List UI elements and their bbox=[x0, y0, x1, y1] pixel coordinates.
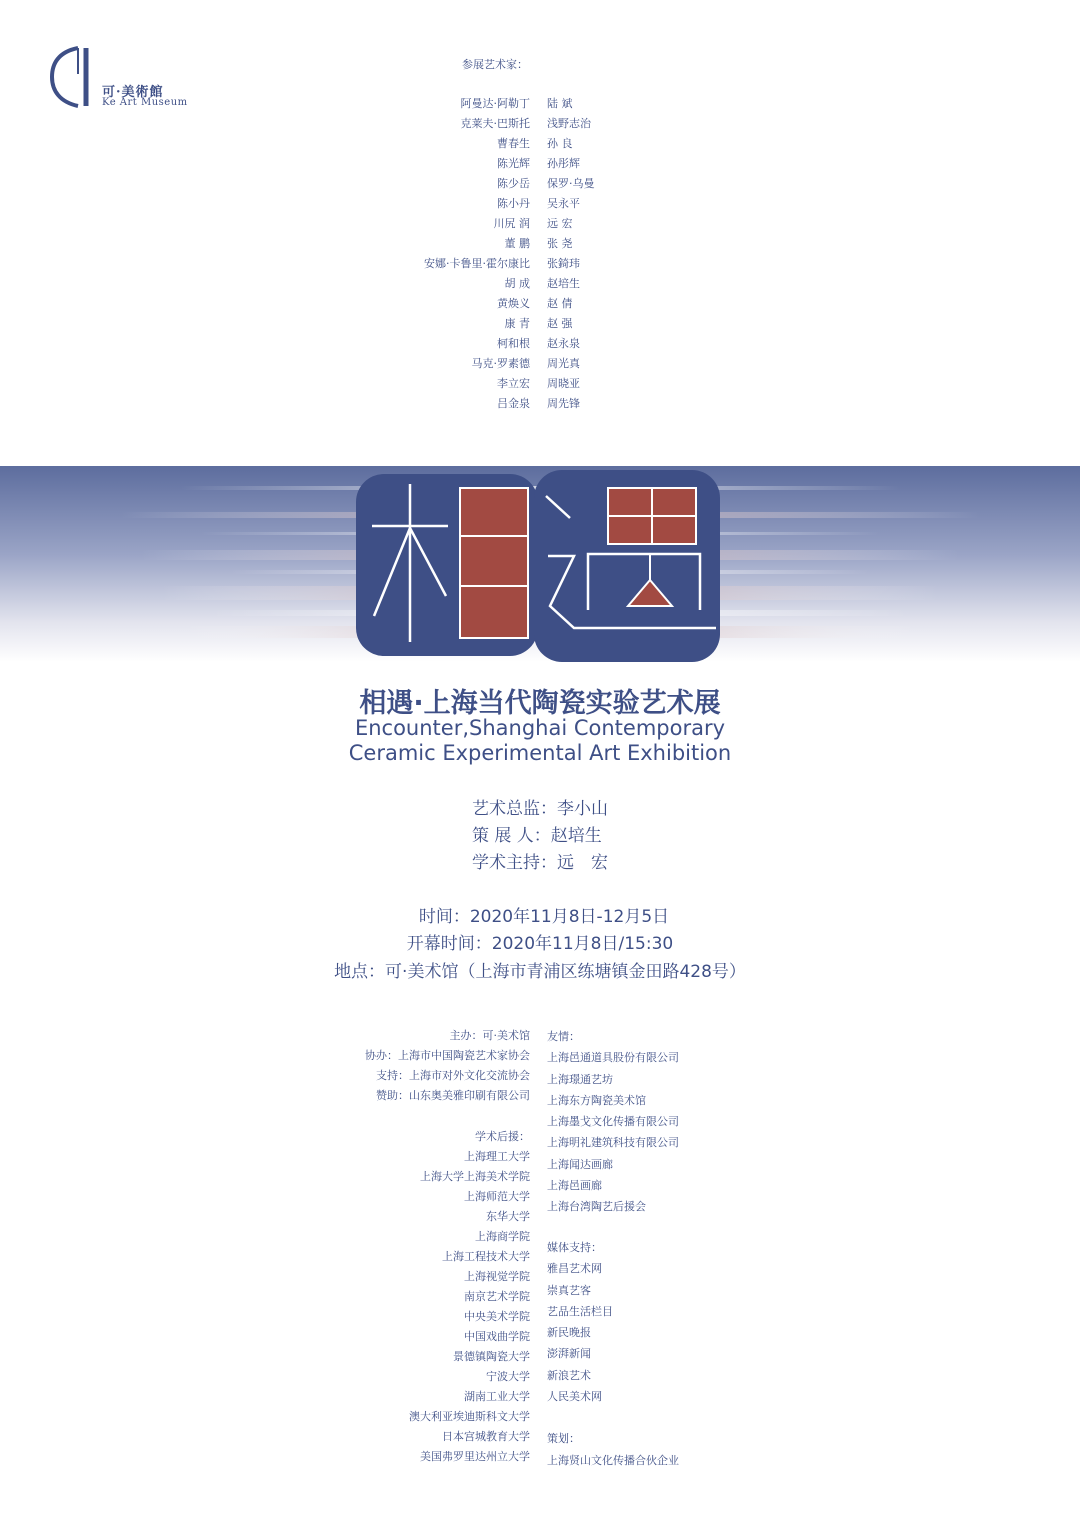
planning-item: 上海贤山文化传播合伙企业 bbox=[547, 1454, 679, 1467]
friends-item: 上海邑通道具股份有限公司 bbox=[547, 1051, 679, 1065]
artist-name: 康 青 bbox=[504, 317, 530, 330]
artists-right-column bbox=[547, 94, 595, 414]
academic-support-item: 上海大学上海美术学院 bbox=[420, 1170, 530, 1183]
media-support-item: 新浪艺术 bbox=[547, 1368, 591, 1382]
academic-support-item: 湖南工业大学 bbox=[464, 1390, 530, 1403]
artist-name: 张 尧 bbox=[547, 237, 573, 250]
artist-name: 远 宏 bbox=[547, 217, 573, 230]
academic-support-item: 上海师范大学 bbox=[464, 1190, 530, 1203]
banner-graphic bbox=[0, 466, 1080, 662]
artists-heading: 参展艺术家： bbox=[462, 58, 528, 71]
friends-item: 上海璟通艺坊 bbox=[547, 1072, 613, 1086]
artist-name: 赵 强 bbox=[547, 317, 573, 330]
artist-name: 周光真 bbox=[547, 357, 580, 370]
academic-support-heading: 学术后援： bbox=[475, 1130, 530, 1143]
artist-name: 吴永平 bbox=[547, 197, 580, 210]
friends-item: 上海墨戈文化传播有限公司 bbox=[547, 1115, 679, 1129]
organizer-item: 主办：可·美术馆 bbox=[449, 1029, 530, 1042]
artist-name: 曹春生 bbox=[497, 137, 530, 150]
artist-name: 孙 良 bbox=[547, 137, 573, 150]
credit-academic-host: 学术主持：远 宏 bbox=[472, 853, 608, 873]
planning-heading: 策划： bbox=[547, 1432, 580, 1445]
media-support-item: 崇真艺客 bbox=[547, 1283, 591, 1297]
media-support-item: 雅昌艺术网 bbox=[547, 1262, 602, 1276]
opening-time: 开幕时间：2020年11月8日/15:30 bbox=[406, 934, 674, 954]
academic-support-item: 中央美术学院 bbox=[464, 1310, 530, 1323]
artist-name: 陈光辉 bbox=[497, 157, 530, 170]
venue-address: 地点：可·美术馆（上海市青浦区练塘镇金田路428号） bbox=[334, 962, 746, 982]
artist-name: 陈少岳 bbox=[497, 177, 530, 190]
exhibition-title-en-line1: Encounter,Shanghai Contemporary bbox=[354, 716, 726, 740]
academic-support-item: 景德镇陶瓷大学 bbox=[453, 1350, 530, 1363]
artist-name: 阿曼达·阿勒丁 bbox=[460, 97, 530, 110]
title-banner bbox=[0, 466, 1080, 662]
friends-item: 上海台湾陶艺后援会 bbox=[547, 1200, 646, 1214]
artist-name: 浅野志治 bbox=[547, 117, 591, 130]
organizer-item: 赞助：山东奥美雅印刷有限公司 bbox=[376, 1089, 530, 1102]
artist-name: 胡 成 bbox=[504, 277, 530, 290]
artist-name: 李立宏 bbox=[497, 377, 530, 390]
friends-heading: 友情： bbox=[547, 1030, 580, 1043]
artist-name: 张錡玮 bbox=[547, 257, 580, 270]
credit-art-director: 艺术总监：李小山 bbox=[472, 799, 608, 819]
artist-name: 克莱夫·巴斯托 bbox=[460, 117, 530, 130]
exhibition-dates: 时间：2020年11月8日-12月5日 bbox=[418, 907, 670, 927]
exhibition-title-cn: 相遇·上海当代陶瓷实验艺术展 bbox=[359, 688, 721, 719]
artist-name: 赵培生 bbox=[547, 277, 580, 290]
friends-item: 上海明礼建筑科技有限公司 bbox=[547, 1136, 679, 1150]
credit-curator: 策 展 人：赵培生 bbox=[472, 826, 602, 846]
artist-name: 赵永泉 bbox=[547, 337, 580, 350]
academic-support-item: 上海理工大学 bbox=[464, 1150, 530, 1163]
artist-name: 周晓亚 bbox=[547, 377, 580, 390]
logo-mark-icon bbox=[48, 44, 92, 110]
exhibition-title-en-line2: Ceramic Experimental Art Exhibition bbox=[348, 741, 732, 765]
academic-support-item: 中国戏曲学院 bbox=[464, 1330, 530, 1343]
artist-name: 黄焕义 bbox=[497, 297, 530, 310]
academic-support-list bbox=[409, 1127, 530, 1467]
academic-support-item: 澳大利亚埃迪斯科文大学 bbox=[409, 1410, 530, 1423]
academic-support-item: 美国弗罗里达州立大学 bbox=[420, 1450, 530, 1463]
media-support-item: 人民美术网 bbox=[547, 1390, 602, 1404]
academic-support-item: 上海商学院 bbox=[475, 1230, 530, 1243]
artist-name: 马克·罗素德 bbox=[471, 357, 530, 370]
academic-support-item: 上海工程技术大学 bbox=[442, 1250, 530, 1263]
artists-left-column bbox=[424, 94, 530, 414]
media-support-item: 艺品生活栏目 bbox=[547, 1304, 613, 1318]
academic-support-item: 南京艺术学院 bbox=[464, 1290, 530, 1303]
media-support-heading: 媒体支持： bbox=[547, 1241, 602, 1254]
academic-support-item: 宁波大学 bbox=[486, 1370, 530, 1383]
artist-name: 赵 倩 bbox=[547, 297, 573, 310]
media-support-item: 澎湃新闻 bbox=[547, 1347, 591, 1361]
artist-name: 柯和根 bbox=[497, 337, 530, 350]
academic-support-item: 上海视觉学院 bbox=[464, 1270, 530, 1283]
organizer-item: 协办：上海市中国陶瓷艺术家协会 bbox=[365, 1049, 530, 1062]
friends-item: 上海闻达画廊 bbox=[547, 1157, 613, 1171]
planning-list bbox=[547, 1428, 679, 1472]
academic-support-item: 日本宫城教育大学 bbox=[442, 1430, 530, 1443]
media-support-item: 新民晚报 bbox=[547, 1326, 591, 1340]
artist-name: 安娜·卡鲁里·霍尔康比 bbox=[424, 257, 530, 270]
media-support-list bbox=[547, 1237, 613, 1407]
academic-support-item: 东华大学 bbox=[486, 1210, 530, 1223]
artist-name: 保罗·乌曼 bbox=[547, 177, 595, 190]
artist-name: 吕金泉 bbox=[497, 397, 530, 410]
artist-name: 川尻 润 bbox=[493, 217, 530, 230]
artist-name: 周先锋 bbox=[547, 397, 580, 410]
artist-name: 陆 斌 bbox=[547, 97, 573, 110]
artist-name: 董 鹏 bbox=[504, 237, 530, 250]
logo-name-en: Ke Art Museum bbox=[102, 97, 188, 108]
friends-item: 上海东方陶瓷美术馆 bbox=[547, 1093, 646, 1107]
friends-item: 上海邑画廊 bbox=[547, 1179, 602, 1193]
artist-name: 孙彤辉 bbox=[547, 157, 580, 170]
organizers-list bbox=[365, 1026, 530, 1106]
artist-name: 陈小丹 bbox=[497, 197, 530, 210]
organizer-item: 支持：上海市对外文化交流协会 bbox=[376, 1069, 530, 1082]
logo-name-cn: 可·美術館 bbox=[102, 85, 164, 100]
friends-list bbox=[547, 1026, 679, 1218]
